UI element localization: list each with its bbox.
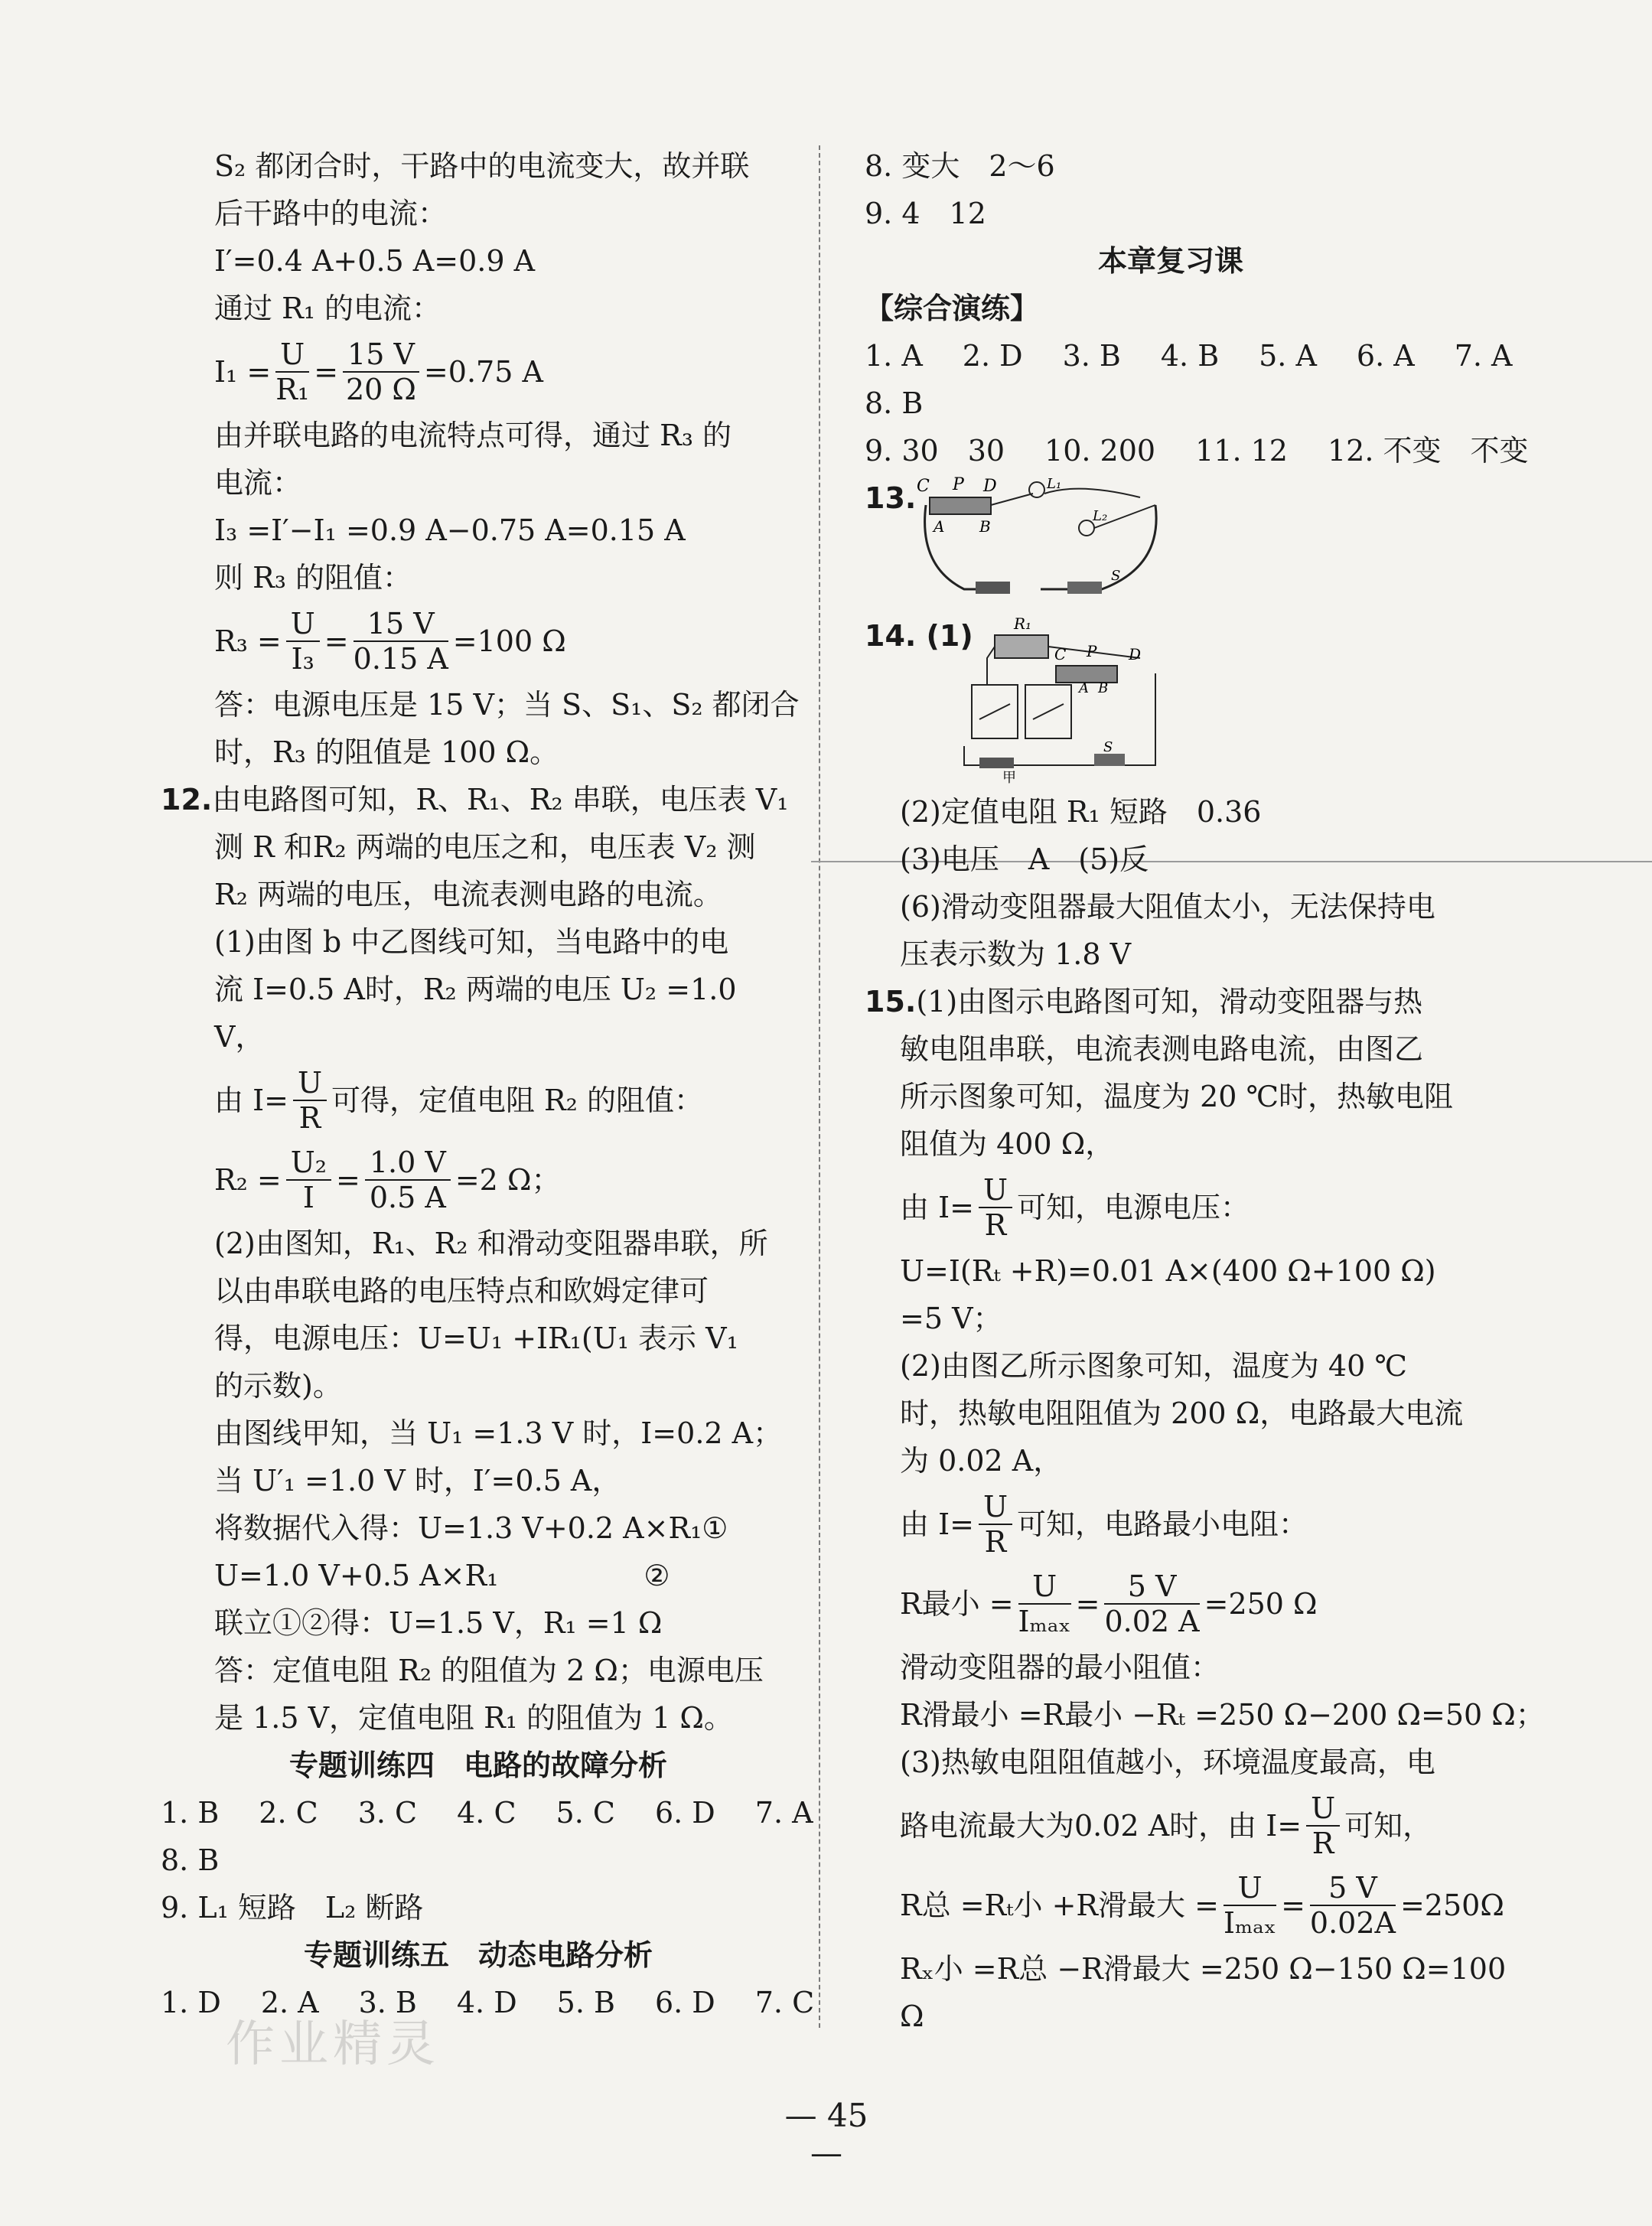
diagram-label: C	[1054, 645, 1067, 663]
text-line: 时，R₃ 的阻值是 100 Ω。	[214, 735, 559, 769]
text-line: Ω	[900, 1999, 924, 2033]
equation-text: 可知，	[1344, 1809, 1432, 1843]
equation-text: =	[1281, 1889, 1305, 1922]
question-number: 12.	[161, 783, 213, 816]
text-line: 测 R 和R₂ 两端的电压之和，电压表 V₂ 测	[214, 830, 756, 864]
diagram-label: B	[1098, 680, 1109, 696]
denominator: Iₘₐₓ	[1018, 1605, 1071, 1638]
answer: 1. D	[161, 1986, 221, 2019]
numerator: U	[1224, 1871, 1276, 1906]
numerator: U	[293, 1066, 327, 1101]
text-line: (3)热敏电阻阻值越小，环境温度最高，电	[900, 1745, 1435, 1779]
denominator: R₁	[275, 373, 310, 406]
answer: 12. 不变 不变	[1327, 434, 1529, 468]
diagram-label: C	[917, 477, 930, 496]
answer-row: 8. B	[161, 1843, 220, 1877]
denominator: R	[984, 1525, 1007, 1559]
question-text: (1)由图示电路图可知，滑动变阻器与热	[916, 985, 1423, 1018]
text-line: S₂ 都闭合时，干路中的电流变大，故并联	[214, 149, 750, 183]
answer-row	[161, 1789, 813, 1837]
fraction	[979, 1490, 1012, 1559]
text-line: (2)由图知，R₁、R₂ 和滑动变阻器串联，所	[214, 1227, 768, 1260]
denominator: 0.15 A	[353, 642, 448, 676]
numerator: 15 V	[354, 607, 448, 642]
question-number: 13.	[865, 481, 917, 515]
answer-row: 9. 4 12	[865, 197, 986, 230]
chapter-review-title: 本章复习课	[1097, 244, 1243, 278]
diagram-label: P	[953, 475, 964, 494]
diagram-label: L₂	[1093, 508, 1108, 524]
equation-text: =	[314, 355, 339, 389]
answer: 7. A	[754, 1796, 813, 1830]
text-line: Rₓ小 =R总 −R滑最大 =250 Ω−150 Ω=100	[900, 1952, 1507, 1986]
equation-text: =250Ω	[1399, 1889, 1504, 1922]
text-line: 将数据代入得：U=1.3 V+0.2 A×R₁①	[214, 1511, 728, 1545]
text-line: 所示图象可知，温度为 20 ℃时，热敏电阻	[900, 1080, 1454, 1113]
fraction	[286, 1146, 331, 1214]
answer-row: 9. L₁ 短路 L₂ 断路	[161, 1891, 424, 1925]
answer: 5. A	[1259, 339, 1317, 373]
answer-row	[865, 427, 1529, 474]
equation-text: =250 Ω	[1204, 1587, 1318, 1621]
equation-text: 由 I=	[214, 1084, 288, 1117]
text-line: U=I(Rₜ +R)=0.01 A×(400 Ω+100 Ω)	[900, 1254, 1436, 1288]
numerator: U	[1306, 1791, 1340, 1827]
fraction	[1306, 1791, 1340, 1860]
question-12-line	[161, 776, 796, 823]
equation-line	[865, 1866, 1504, 1945]
numerator: 1.0 V	[365, 1146, 451, 1181]
text-line: 流 I=0.5 A时，R₂ 两端的电压 U₂ =1.0	[214, 973, 737, 1006]
text-line: 滑动变阻器的最小阻值：	[900, 1651, 1220, 1684]
equation-text: =	[1075, 1587, 1100, 1621]
text-line: 得，电源电压：U=U₁ +IR₁(U₁ 表示 V₁	[214, 1322, 738, 1355]
text-line: =5 V；	[900, 1302, 1002, 1335]
section-title: 专题训练四 电路的故障分析	[288, 1749, 667, 1782]
text-line: 以由串联电路的电压特点和欧姆定律可	[214, 1274, 709, 1308]
question-number: 14. (1)	[865, 619, 973, 653]
denominator: 0.02 A	[1104, 1605, 1200, 1638]
fraction	[1310, 1871, 1396, 1940]
equation-line	[161, 1061, 796, 1140]
answer: 3. C	[357, 1796, 418, 1830]
text-line: R滑最小 =R最小 −Rₜ =250 Ω−200 Ω=50 Ω；	[900, 1698, 1545, 1732]
denominator: 0.5 A	[369, 1181, 446, 1214]
answer: 4. B	[1160, 339, 1220, 373]
fraction	[365, 1146, 451, 1214]
right-column	[865, 142, 1545, 2040]
text-line: 答：电源电压是 15 V；当 S、S₁、S₂ 都闭合	[214, 688, 800, 722]
diagram-label: S	[1111, 568, 1121, 584]
equation-text: =100 Ω	[452, 624, 566, 658]
text-line: 通过 R₁ 的电流：	[214, 292, 442, 325]
equation-text: =	[324, 624, 349, 658]
text-line: V，	[214, 1020, 265, 1054]
answer: 2. A	[260, 1986, 319, 2019]
text-line: 当 U′₁ =1.0 V 时，I′=0.5 A，	[214, 1464, 621, 1498]
text-line: 则 R₃ 的阻值：	[214, 561, 412, 595]
answer: 1. A	[865, 339, 923, 373]
equation-text: =2 Ω；	[455, 1163, 561, 1197]
equation-text: 可知，电路最小电阻：	[1016, 1507, 1308, 1541]
diagram-label: S	[1103, 739, 1113, 755]
equation-text: U=1.0 V+0.5 A×R₁	[214, 1559, 499, 1592]
equation-mark: ②	[644, 1559, 670, 1592]
fraction	[1224, 1871, 1276, 1940]
denominator: I₃	[291, 642, 314, 676]
denominator: Iₘₐₓ	[1223, 1906, 1277, 1940]
equation-line	[161, 332, 796, 412]
equation-text: 由 I=	[900, 1507, 974, 1541]
diagram-label: D	[1129, 645, 1142, 663]
numerator: U₂	[286, 1146, 331, 1181]
equation-text: R最小 =	[900, 1587, 1014, 1621]
text-line: 时，热敏电阻阻值为 200 Ω，电路最大电流	[900, 1397, 1464, 1430]
equation-text: R₂ =	[214, 1163, 282, 1197]
denominator: I	[302, 1181, 314, 1214]
question-13-block	[865, 474, 1477, 612]
answer: 7. C	[754, 1986, 815, 2019]
answer: 6. D	[654, 1986, 715, 2019]
text-line: (3)电压 A (5)反	[900, 842, 1149, 876]
denominator: R	[1311, 1827, 1334, 1860]
answer: 5. B	[556, 1986, 615, 2019]
circuit-diagram-13	[911, 474, 1186, 608]
diagram-label: A	[934, 517, 945, 536]
text-line	[161, 1552, 796, 1599]
equation-line	[865, 1485, 1477, 1564]
column-divider	[819, 145, 820, 2028]
subsection-title: 【综合演练】	[865, 292, 1040, 325]
fraction	[275, 337, 309, 406]
numerator: 5 V	[1310, 1871, 1396, 1906]
page-number: — 45 —	[784, 2097, 868, 2172]
text-line: 是 1.5 V，定值电阻 R₁ 的阻值为 1 Ω。	[214, 1701, 733, 1735]
numerator: 15 V	[343, 337, 419, 373]
fraction	[354, 607, 448, 676]
equation-line	[865, 1168, 1477, 1247]
equation-text: 可得，定值电阻 R₂ 的阻值：	[331, 1084, 703, 1117]
answer-row: 8. B	[865, 386, 924, 420]
answer: 11. 12	[1195, 434, 1288, 468]
text-line: (2)定值电阻 R₁ 短路 0.36	[900, 795, 1262, 829]
text-line: (6)滑动变阻器最大阻值太小，无法保持电	[900, 890, 1435, 924]
answer: 10. 200	[1044, 434, 1156, 468]
left-column	[161, 142, 815, 2026]
figure-caption: 甲	[1002, 770, 1016, 784]
numerator: U	[275, 337, 309, 373]
answer: 2. C	[259, 1796, 318, 1830]
equation-line	[161, 1140, 796, 1220]
text-line: 为 0.02 A，	[900, 1444, 1063, 1478]
answer: 5. C	[556, 1796, 615, 1830]
denominator: R	[298, 1101, 321, 1135]
fraction	[1018, 1569, 1071, 1638]
answer: 3. B	[1062, 339, 1121, 373]
text-line: 答：定值电阻 R₂ 的阻值为 2 Ω；电源电压	[214, 1654, 764, 1687]
answer: 6. D	[654, 1796, 715, 1830]
diagram-label: B	[979, 517, 991, 536]
equation-text: 由 I=	[900, 1191, 974, 1224]
answer: 4. D	[456, 1986, 517, 2019]
answer: 2. D	[962, 339, 1023, 373]
answer-row	[865, 332, 1513, 380]
text-line: I₃ =I′−I₁ =0.9 A−0.75 A=0.15 A	[214, 513, 686, 547]
fraction	[286, 607, 320, 676]
diagram-label: R₁	[1014, 614, 1032, 633]
numerator: 5 V	[1104, 1569, 1199, 1605]
text-line: 由并联电路的电流特点可得，通过 R₃ 的	[214, 419, 732, 452]
text-line: 由图线甲知，当 U₁ =1.3 V 时，I=0.2 A；	[214, 1416, 783, 1450]
diagram-label: D	[983, 477, 997, 496]
denominator: 0.02A	[1309, 1906, 1396, 1940]
answer: 9. 30 30	[865, 434, 1005, 468]
text-line: 电流：	[214, 466, 302, 500]
text-line: 联立①②得：U=1.5 V，R₁ =1 Ω	[214, 1606, 663, 1640]
equation-text: 路电流最大为0.02 A时，由 I=	[900, 1809, 1302, 1843]
answer: 7. A	[1454, 339, 1513, 373]
watermark: 作业精灵	[226, 2016, 440, 2073]
question-14-block	[865, 612, 1477, 788]
equation-line	[865, 1786, 1477, 1866]
text-line: 阻值为 400 Ω，	[900, 1127, 1115, 1161]
text-line: 压表示数为 1.8 V	[900, 937, 1132, 971]
text-line: (1)由图 b 中乙图线可知，当电路中的电	[214, 925, 729, 959]
fraction	[1104, 1569, 1199, 1638]
equation-line	[865, 1564, 1477, 1644]
section-title: 专题训练五 动态电路分析	[303, 1938, 653, 1972]
denominator: R	[984, 1208, 1007, 1242]
text-line: (2)由图乙所示图象可知，温度为 40 ℃	[900, 1349, 1407, 1383]
diagram-label: P	[1087, 642, 1097, 660]
equation-text: R总 =Rₜ小 +R滑最大 =	[900, 1889, 1219, 1922]
numerator: U	[286, 607, 320, 642]
question-number: 15.	[865, 985, 917, 1018]
numerator: U	[979, 1490, 1012, 1525]
numerator: U	[979, 1173, 1012, 1208]
equation-text: =0.75 A	[423, 355, 543, 389]
equation-text: R₃ =	[214, 624, 282, 658]
diagram-label: L₁	[1047, 476, 1062, 492]
equation-text: 可知，电源电压：	[1016, 1191, 1250, 1224]
circuit-diagram-14	[941, 612, 1178, 784]
text-line: I′=0.4 A+0.5 A=0.9 A	[214, 244, 536, 278]
equation-text: =	[336, 1163, 360, 1197]
text-line: 后干路中的电流：	[214, 197, 448, 230]
diagram-label: A	[1079, 680, 1089, 696]
text-line: 的示数)。	[214, 1369, 342, 1403]
answer: 3. B	[358, 1986, 417, 2019]
answer-row: 8. 变大 2～6	[865, 149, 1055, 183]
equation-line	[161, 601, 796, 681]
fraction	[979, 1173, 1012, 1242]
text-line: R₂ 两端的电压，电流表测电路的电流。	[214, 878, 722, 911]
fraction	[343, 337, 419, 406]
answer: 1. B	[161, 1796, 220, 1830]
answer: 6. A	[1356, 339, 1415, 373]
question-text: 由电路图可知，R、R₁、R₂ 串联，电压表 V₁	[212, 783, 789, 816]
denominator: 20 Ω	[346, 373, 416, 406]
equation-text: I₁ =	[214, 355, 272, 389]
text-line: 敏电阻串联，电流表测电路电流，由图乙	[900, 1032, 1424, 1066]
question-15-line	[865, 978, 1477, 1025]
fraction	[293, 1066, 327, 1135]
numerator: U	[1018, 1569, 1071, 1605]
answer: 4. C	[457, 1796, 516, 1830]
